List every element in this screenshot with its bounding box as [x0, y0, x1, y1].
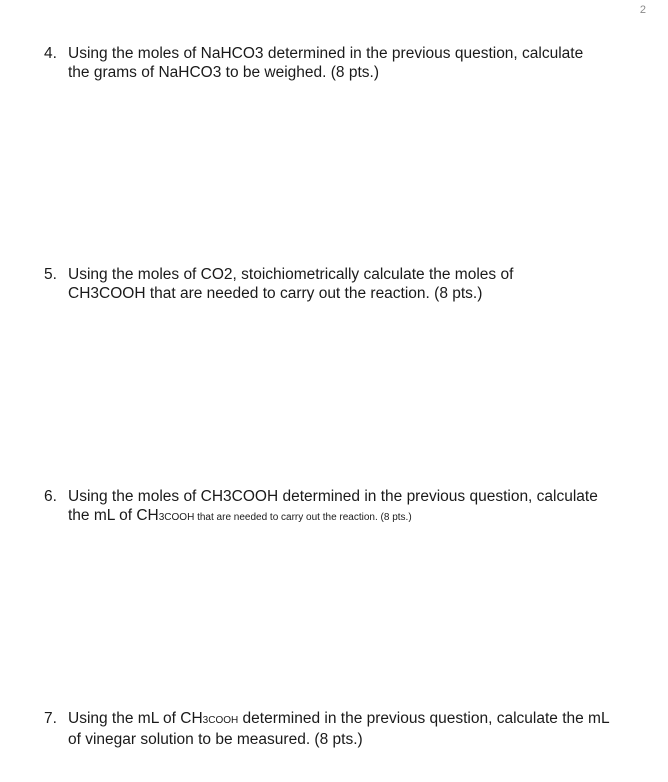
question-line-2 — [68, 506, 644, 527]
question-line-1: Using the moles of CO2, stoichiometrically calculate the moles of — [68, 266, 514, 283]
question-4 — [44, 44, 644, 82]
question-5 — [44, 265, 644, 303]
question-line-1-large: Using the mL of CH — [68, 710, 203, 727]
question-7 — [44, 709, 644, 749]
question-line-2-large: the mL of CH — [68, 507, 159, 524]
question-number: 7. — [44, 710, 57, 727]
question-number: 6. — [44, 488, 57, 505]
question-text — [68, 487, 644, 527]
page-number: 2 — [639, 4, 646, 16]
question-line-2: the grams of NaHCO3 to be weighed. (8 pts.) — [68, 64, 380, 81]
question-line-1 — [68, 709, 644, 730]
question-text — [68, 709, 644, 749]
question-6 — [44, 487, 644, 527]
question-line-1: Using the moles of CH3COOH determined in the previous question, calculate — [68, 488, 598, 505]
question-number: 5. — [44, 266, 57, 283]
question-line-1: Using the moles of NaHCO3 determined in the previous question, calculate — [68, 45, 584, 62]
question-number: 4. — [44, 45, 57, 62]
question-line-1-small: 3COOH — [202, 715, 239, 726]
question-line-2-small: 3COOH that are needed to carry out the reaction. (8 pts.) — [158, 512, 412, 523]
question-text — [68, 265, 644, 303]
question-line-1-rest: determined in the previous question, calculate the mL — [238, 710, 610, 727]
question-line-2: CH3COOH that are needed to carry out the reaction. (8 pts.) — [68, 285, 483, 302]
question-text — [68, 44, 644, 82]
question-line-2: of vinegar solution to be measured. (8 pts.) — [68, 731, 363, 748]
